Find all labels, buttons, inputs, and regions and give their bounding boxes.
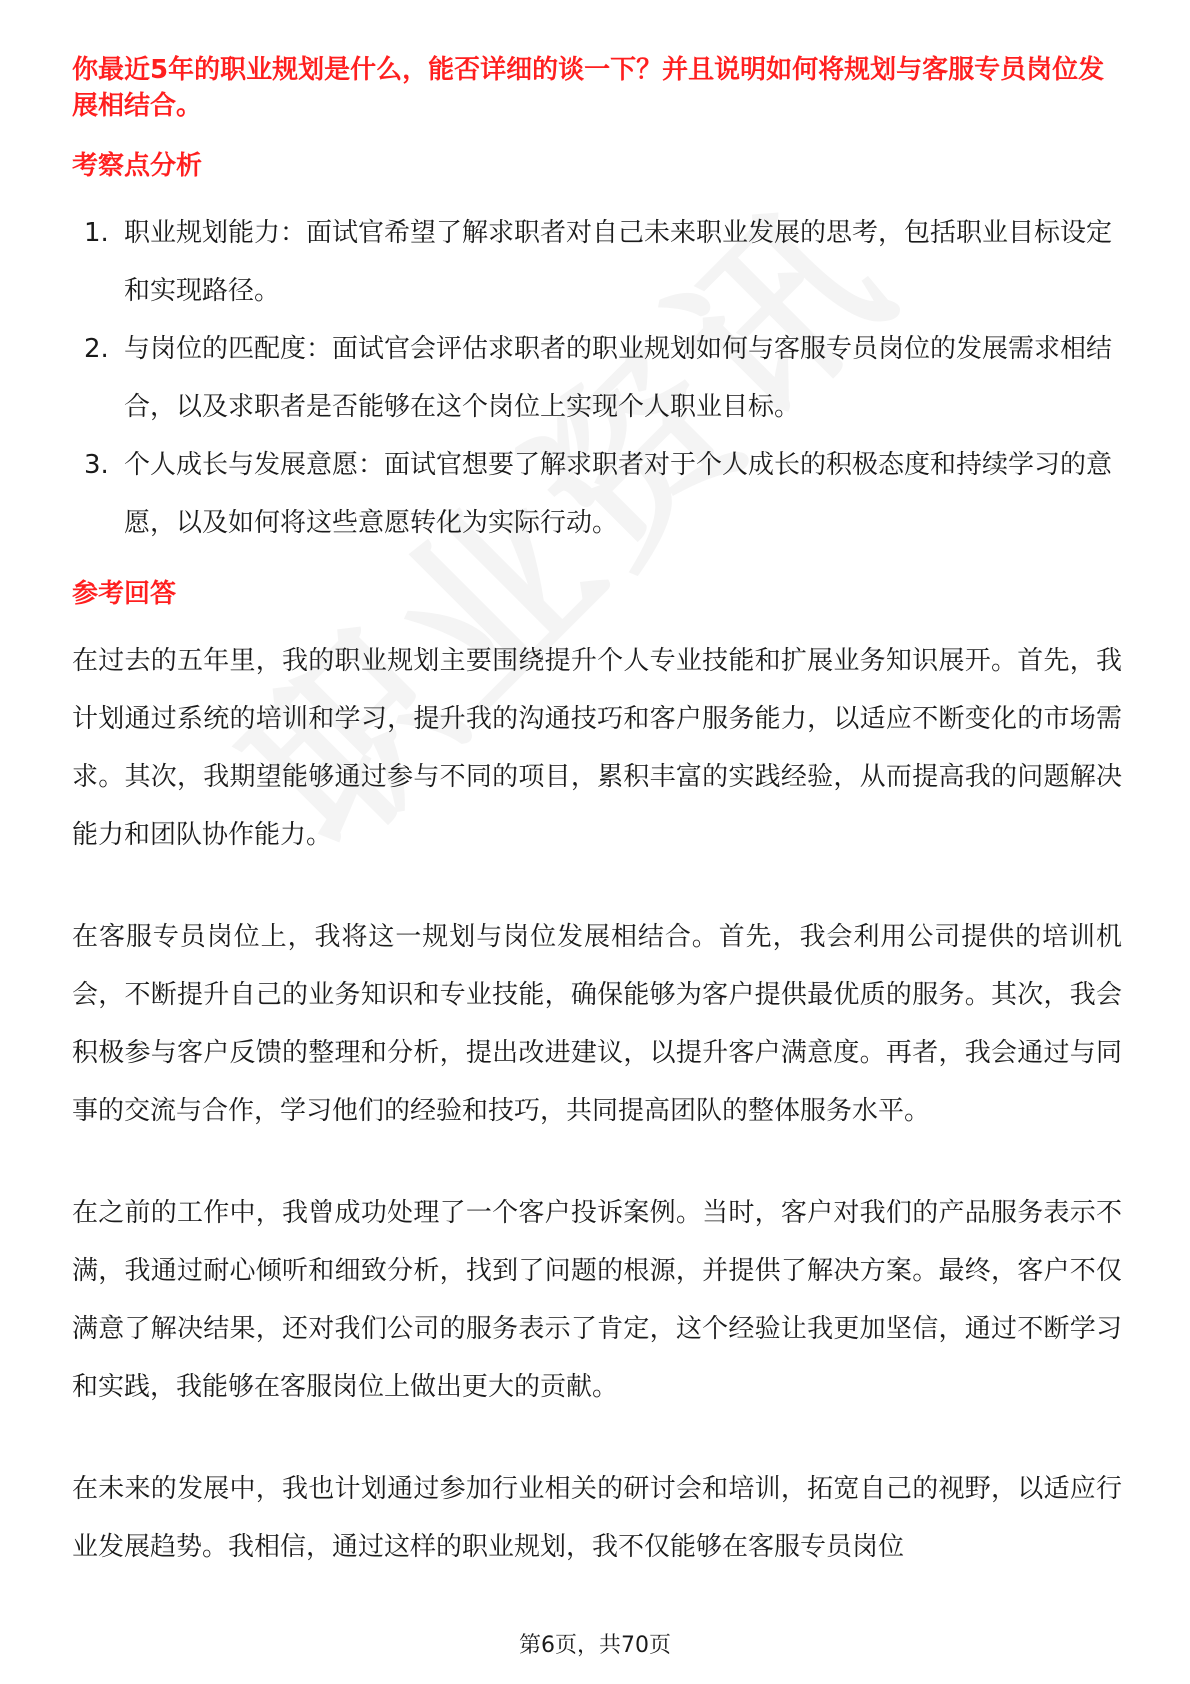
answer-heading: 参考回答 [72,579,177,609]
analysis-point [72,204,1122,320]
point-number: 1. [84,218,109,248]
point-text: 与岗位的匹配度：面试官会评估求职者的职业规划如何与客服专员岗位的发展需求相结合，以及求职者是否能够在这个岗位上实现个人职业目标。 [124,334,1113,422]
page-footer: 第6页，共70页 [519,1633,671,1658]
point-text: 职业规划能力：面试官希望了解求职者对自己未来职业发展的思考，包括职业目标设定和实现路径。 [124,218,1113,306]
question-title: 你最近5年的职业规划是什么，能否详细的谈一下？并且说明如何将规划与客服专员岗位发展相结合。 [72,55,1105,121]
document-body [72,52,1122,1620]
analysis-heading: 考察点分析 [72,151,203,181]
analysis-point [72,320,1122,436]
analysis-point [72,436,1122,552]
answer-paragraph: 在过去的五年里，我的职业规划主要围绕提升个人专业技能和扩展业务知识展开。首先，我计划通过系统的培训和学习，提升我的沟通技巧和客户服务能力，以适应不断变化的市场需求。其次，我期望能够通过参与不同的项目，累积丰富的实践经验，从而提高我的问题解决能力和团队协作能力。 [72,646,1122,850]
point-number: 2. [84,334,109,364]
answer-paragraph: 在客服专员岗位上，我将这一规划与岗位发展相结合。首先，我会利用公司提供的培训机会，不断提升自己的业务知识和专业技能，确保能够为客户提供最优质的服务。其次，我会积极参与客户反馈的整理和分析，提出改进建议，以提升客户满意度。再者，我会通过与同事的交流与合作，学习他们的经验和技巧，共同提高团队的整体服务水平。 [72,922,1122,1126]
answer-paragraph: 在未来的发展中，我也计划通过参加行业相关的研讨会和培训，拓宽自己的视野，以适应行业发展趋势。我相信，通过这样的职业规划，我不仅能够在客服专员岗位 [72,1474,1122,1562]
answer-paragraph: 在之前的工作中，我曾成功处理了一个客户投诉案例。当时，客户对我们的产品服务表示不满，我通过耐心倾听和细致分析，找到了问题的根源，并提供了解决方案。最终，客户不仅满意了解决结果，还对我们公司的服务表示了肯定，这个经验让我更加坚信，通过不断学习和实践，我能够在客服岗位上做出更大的贡献。 [72,1198,1122,1402]
point-text: 个人成长与发展意愿：面试官想要了解求职者对于个人成长的积极态度和持续学习的意愿，以及如何将这些意愿转化为实际行动。 [124,450,1113,538]
analysis-points-list [72,204,1122,552]
point-number: 3. [84,450,109,480]
answer-body [72,632,1122,1576]
